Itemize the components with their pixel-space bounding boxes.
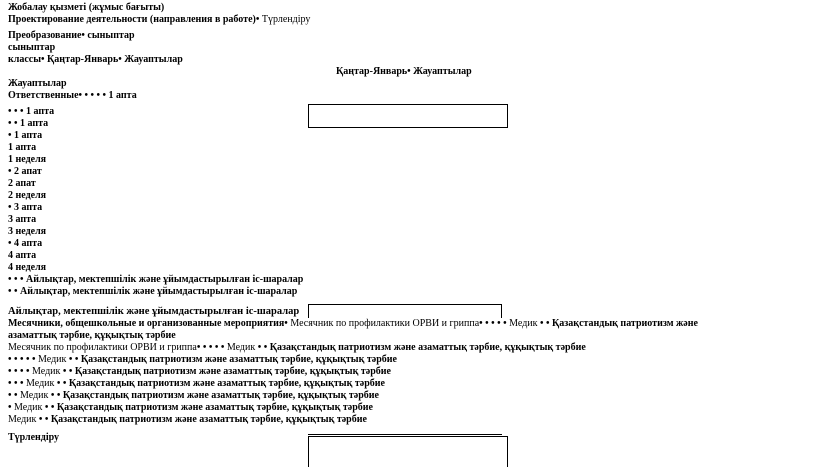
block1-line-1a: Преобразование [8,30,82,41]
medic-line-lead: • • • • [8,366,33,377]
medic-line-tail: • • Қазақстандық патриотизм және азаматтық тәрбие, құқықтық тәрбие [66,354,397,365]
block1-line-5: Ответственные• • • • • 1 апта [8,90,137,101]
header-line-2-bold: Проектирование деятельности (направления в работе) [8,14,256,25]
events-line-4-normal: Месячник по профилактики ОРВИ и гриппа [8,342,197,353]
block1-line-3: классы• Қаңтар-Январь• Жауаптылар [8,54,183,65]
medic-line-tail: • • Қазақстандық патриотизм және азаматтық тәрбие, құқықтық тәрбие [54,378,385,389]
events-line-2-tail: • • Қазақстандық патриотизм және [537,318,698,329]
week-line: 4 неделя [8,262,47,273]
medic-label: Медик [32,366,61,377]
medic-label: Медик [26,378,55,389]
medic-label: Медик [8,414,37,425]
medic-label: Медик [38,354,67,365]
events-line-4-bullets: • • • • • [196,342,227,353]
medic-label: Медик [226,342,256,353]
header-line-2-normal: Түрлендіру [259,14,311,25]
week-line: • 4 апта [8,238,43,249]
medic-line-lead: • [8,402,15,413]
box-rule [308,304,502,305]
box-rule [308,304,309,318]
week-line: 1 апта [8,142,37,153]
medic-line [8,354,397,366]
week-line: 4 апта [8,250,37,261]
week-line: 2 неделя [8,190,47,201]
box-rule [308,434,502,435]
medic-label: Медик [14,402,43,413]
centered-heading: Қаңтар-Январь• Жауаптылар [336,66,472,77]
week-line: 1 неделя [8,154,47,165]
medic-line-lead: • • [8,390,21,401]
medic-line [8,366,391,378]
week-line: • 2 апат [8,166,42,177]
medic-line [8,402,373,414]
medic-line [8,378,385,390]
week-line: • • Айлықтар, мектепшілік және ұйымдастырылған іс-шаралар [8,286,298,297]
events-line-2-normal: Месячник по профилактики ОРВИ и гриппа [287,318,480,329]
block1-line-4: Жауаптылар [8,78,67,89]
events-line-3: азаматтық тәрбие, құқықтық тәрбие [8,330,176,341]
week-line: 3 неделя [8,226,47,237]
medic-line-lead: • • • • • [8,354,39,365]
medic-label: Медик [509,318,538,329]
block1-line-1b: • сыныптар [81,30,135,41]
medic-label: Медик [20,390,49,401]
medic-line [8,390,379,402]
events-line-2-bold: Месячники, общешкольные и организованные мероприятия [8,318,285,329]
week-line: • 3 апта [8,202,43,213]
block1-line-1 [8,30,135,42]
medic-line-lead: • • • [8,378,27,389]
medic-line-tail: • • Қазақстандық патриотизм және азаматтық тәрбие, құқықтық тәрбие [48,390,379,401]
events-line-4 [8,342,586,354]
week-line: • 1 апта [8,130,43,141]
medic-line-tail: • • Қазақстандық патриотизм және азаматтық тәрбие, құқықтық тәрбие [36,414,367,425]
medic-line [8,414,367,426]
medic-line-tail: • • Қазақстандық патриотизм және азаматтық тәрбие, құқықтық тәрбие [60,366,391,377]
box-rule [501,304,502,318]
header-line-2 [8,14,310,26]
footer-line: Түрлендіру [8,432,60,443]
medic-line-tail: • • Қазақстандық патриотизм және азаматтық тәрбие, құқықтық тәрбие [42,402,373,413]
events-line-2-bullets: • • • • • [479,318,510,329]
week-line: • • 1 апта [8,118,49,129]
bullet: • [284,318,288,329]
week-line: 2 апат [8,178,36,189]
empty-box-bottom [308,436,508,467]
week-line: 3 апта [8,214,37,225]
events-line-4-tail: • • Қазақстандық патриотизм және азаматтық тәрбие, құқықтық тәрбие [255,342,586,353]
week-line: • • • 1 апта [8,106,55,117]
events-line-1: Айлықтар, мектепшілік және ұйымдастырылған іс-шаралар [8,306,300,317]
empty-box-top [308,104,508,128]
events-line-2 [8,318,698,330]
week-line: • • • Айлықтар, мектепшілік және ұйымдастырылған іс-шаралар [8,274,304,285]
block1-line-2: сыныптар [8,42,56,53]
bullet: • [255,14,260,25]
header-line-1: Жобалау қызметі (жұмыс бағыты) [8,2,165,13]
